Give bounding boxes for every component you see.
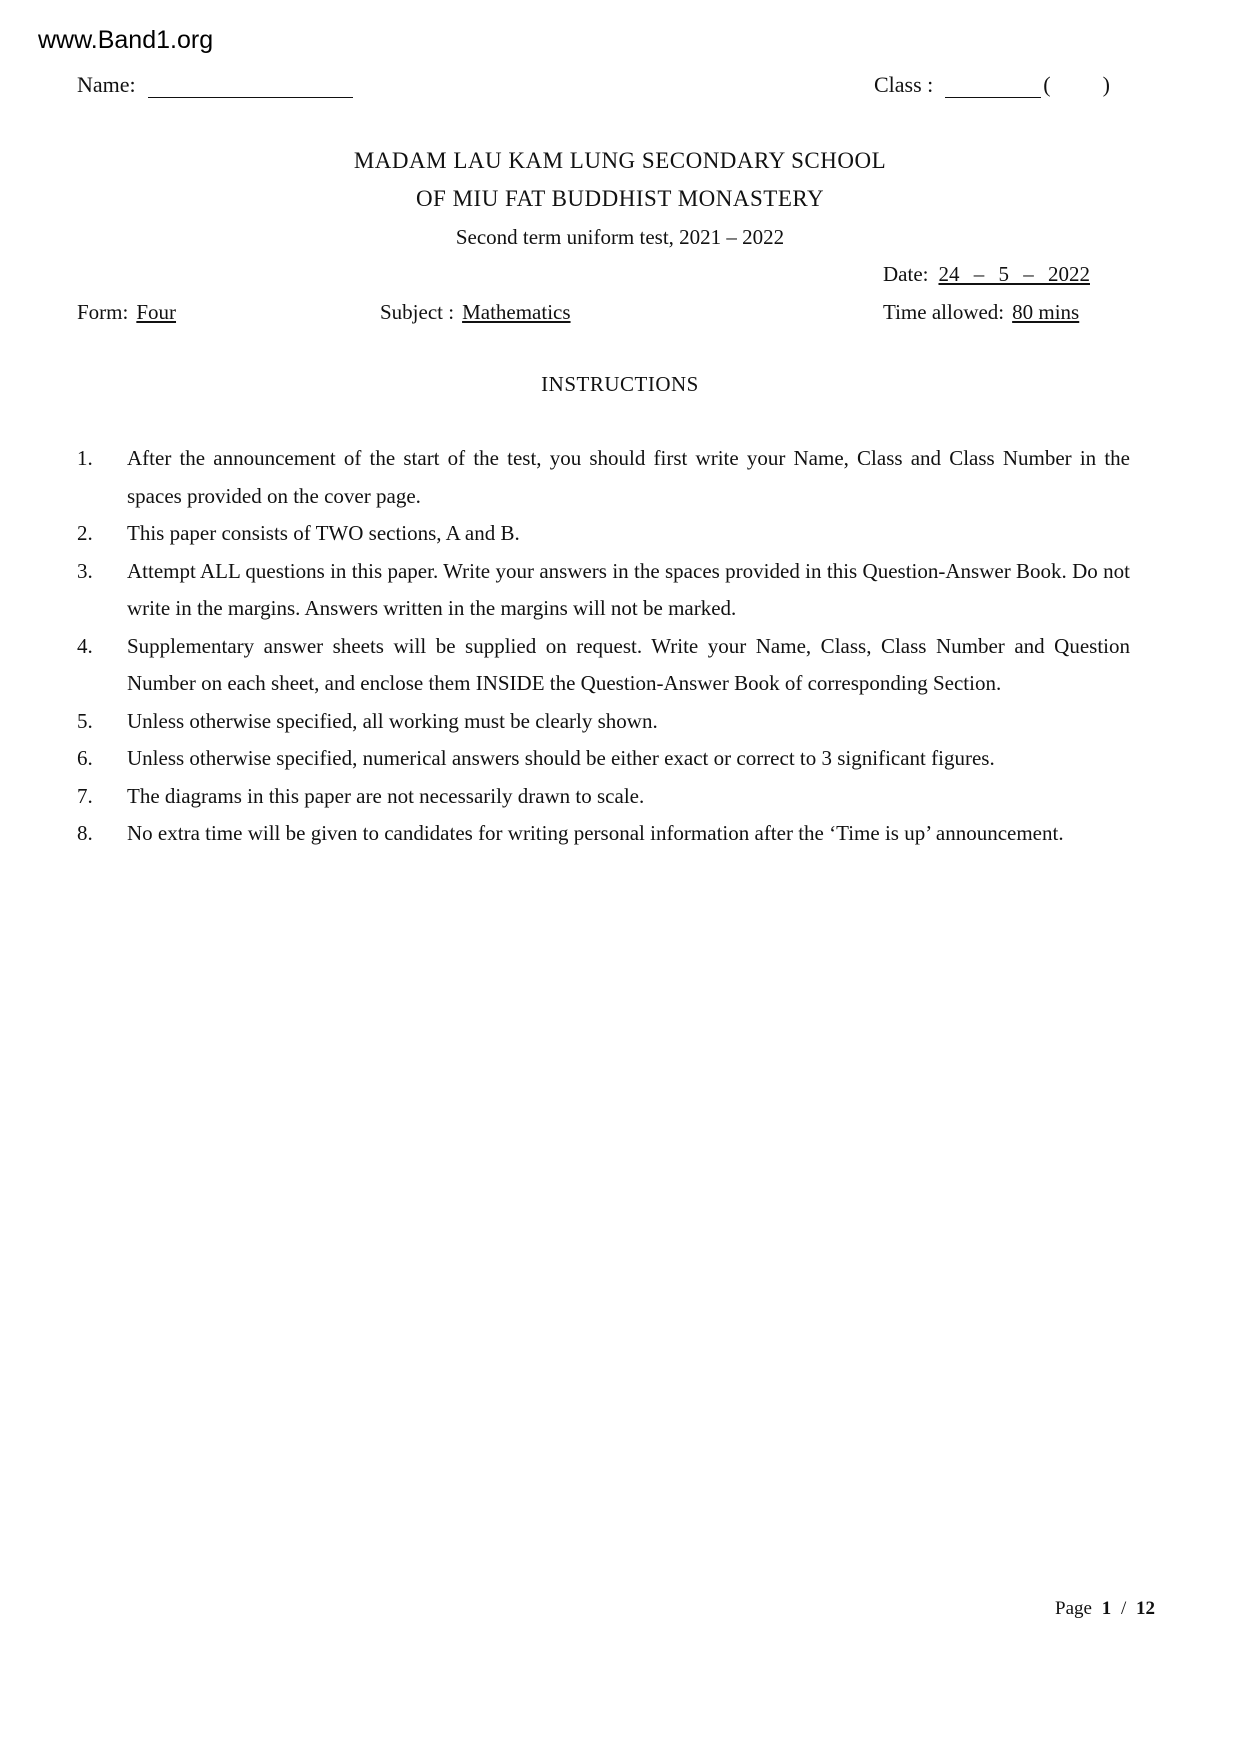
instruction-text: After the announcement of the start of the test, you should first write your Name, Class and Class Number in the spaces provided on the cover page. xyxy=(127,446,1130,508)
instruction-item-4 xyxy=(77,628,1130,703)
instruction-text: Unless otherwise specified, numerical answers should be either exact or correct to 3 significant figures. xyxy=(127,746,995,770)
instruction-text: Attempt ALL questions in this paper. Write your answers in the spaces provided in this Question-Answer Book. Do not write in the margins. Answers written in the margins will not be marked. xyxy=(127,558,1130,620)
instruction-text: This paper consists of TWO sections, A and B. xyxy=(127,521,520,545)
instruction-text: Supplementary answer sheets will be supplied on request. Write your Name, Class, Class Number and Question Number on each sheet, and enclose them INSIDE the Question-Answer Book of corresponding Section. xyxy=(127,633,1130,695)
time-allowed-value: 80 mins xyxy=(1012,300,1080,324)
instruction-item-5 xyxy=(77,703,1130,741)
subject-value: Mathematics xyxy=(462,300,571,324)
page-separator: / xyxy=(1120,1598,1127,1619)
instruction-item-7 xyxy=(77,778,1130,816)
class-field-group xyxy=(874,72,1110,98)
class-label: Class : xyxy=(874,72,934,97)
instruction-number: 6. xyxy=(77,746,93,770)
name-label: Name: xyxy=(77,72,136,97)
form-label: Form: xyxy=(77,300,129,324)
instructions-heading: INSTRUCTIONS xyxy=(541,372,699,396)
date-label: Date: xyxy=(883,262,929,286)
date-value: 24 – 5 – 2022 xyxy=(938,262,1090,286)
page-footer xyxy=(1055,1598,1155,1620)
subject-group xyxy=(380,300,571,325)
title-block xyxy=(0,142,1240,256)
subject-label: Subject : xyxy=(380,300,455,324)
instruction-item-1 xyxy=(77,440,1130,515)
instructions-list xyxy=(77,440,1130,853)
class-blank-line xyxy=(945,75,1041,98)
instruction-number: 3. xyxy=(77,558,93,583)
date-row xyxy=(883,262,1090,287)
instruction-number: 7. xyxy=(77,783,93,808)
class-number-paren-open: ( xyxy=(1043,72,1051,97)
instruction-text: Unless otherwise specified, all working must be clearly shown. xyxy=(127,708,658,733)
instruction-number: 4. xyxy=(77,633,93,658)
school-name-line2: OF MIU FAT BUDDHIST MONASTERY xyxy=(415,186,825,211)
instruction-number: 2. xyxy=(77,521,93,545)
school-name-line1: MADAM LAU KAM LUNG SECONDARY SCHOOL xyxy=(353,148,887,173)
form-group xyxy=(77,300,176,325)
class-number-paren-close: ) xyxy=(1102,72,1110,97)
instruction-item-2 xyxy=(77,515,1130,553)
form-value: Four xyxy=(136,300,177,324)
time-allowed-group xyxy=(883,300,1079,325)
name-blank-line xyxy=(148,75,353,98)
page-number-current: 1 xyxy=(1101,1598,1112,1619)
page-number-total: 12 xyxy=(1135,1598,1155,1619)
page-label: Page xyxy=(1055,1598,1092,1619)
time-allowed-label: Time allowed: xyxy=(883,300,1005,324)
instruction-number: 8. xyxy=(77,821,93,845)
instruction-text: The diagrams in this paper are not necessarily drawn to scale. xyxy=(127,783,645,808)
instruction-item-8 xyxy=(77,815,1130,853)
name-field-group xyxy=(77,72,353,98)
instruction-item-6 xyxy=(77,740,1130,778)
instruction-number: 5. xyxy=(77,708,93,733)
site-url: www.Band1.org xyxy=(38,26,214,54)
instruction-number: 1. xyxy=(77,446,93,470)
instruction-item-3 xyxy=(77,553,1130,628)
instruction-text: No extra time will be given to candidates for writing personal information after the ‘Time is up’ announcement. xyxy=(127,821,1064,845)
test-title: Second term uniform test, 2021 – 2022 xyxy=(455,225,785,249)
